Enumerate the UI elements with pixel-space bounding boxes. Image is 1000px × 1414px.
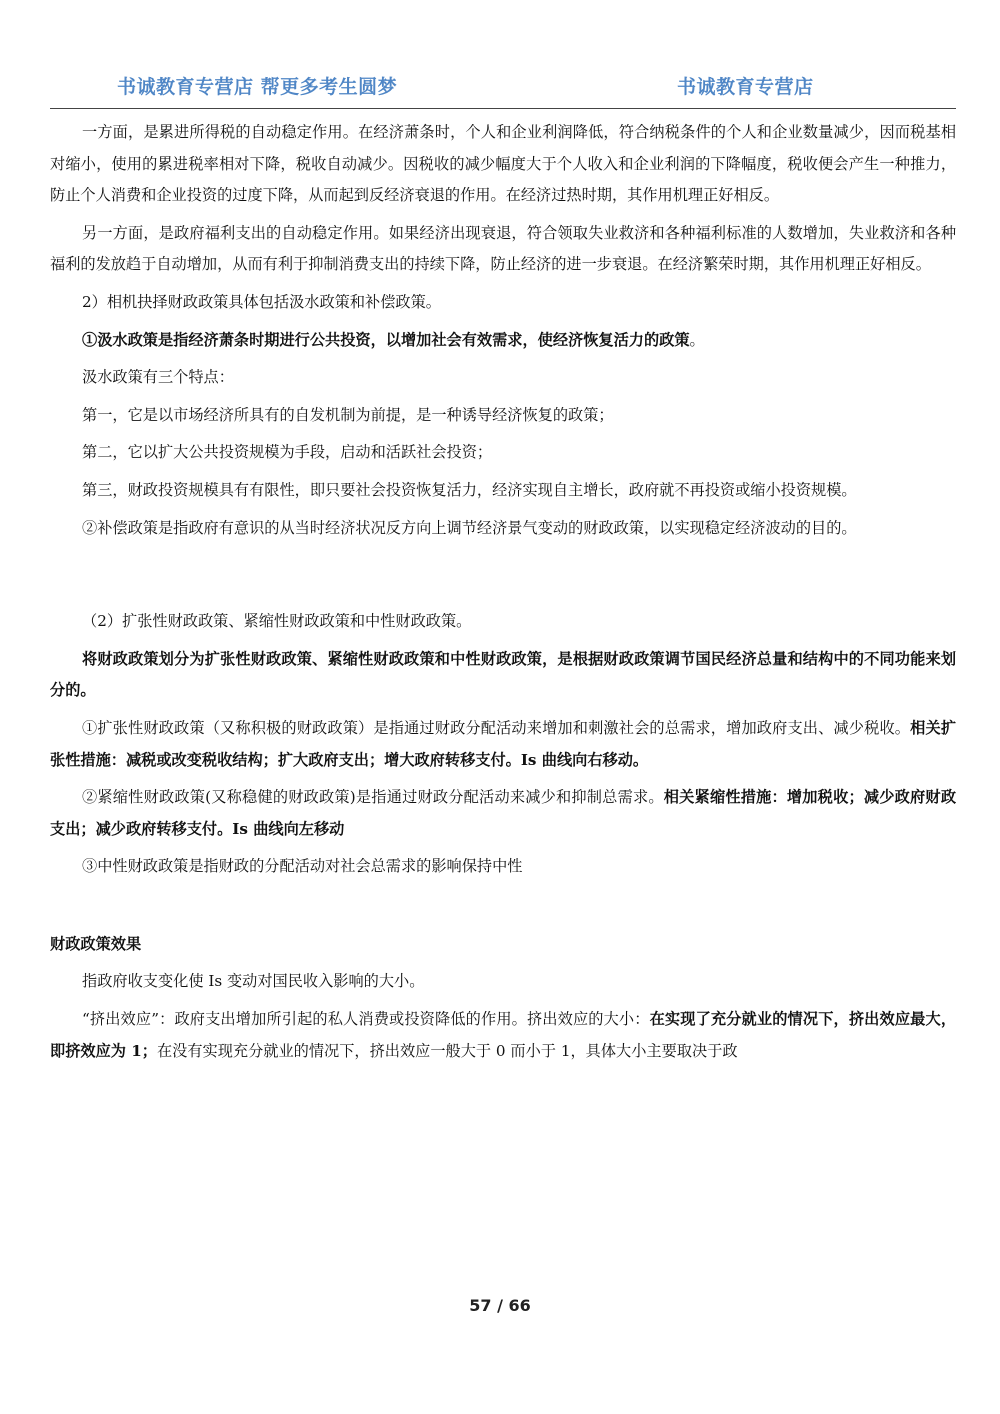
paragraph: 2）相机抉择财政政策具体包括汲水政策和补偿政策。: [82, 292, 441, 311]
page-body: [50, 117, 956, 1073]
text: ①扩张性财政政策（又称积极的财政政策）是指通过财政分配活动来增加和刺激社会的总需求，增加政府支出、减少税收。: [82, 718, 911, 737]
page-header: [50, 72, 956, 108]
spacer: [50, 550, 956, 606]
page-number: [0, 1296, 1000, 1315]
bold-text: 相关紧缩性措施：增加税收；减少政府财政支出；减少政府转移支付。Is 曲线向左移动: [50, 788, 957, 838]
paragraph: [50, 1004, 956, 1067]
header-left-text: 书诚教育专营店 帮更多考生圆梦: [117, 76, 398, 98]
text: 。: [689, 330, 705, 349]
paragraph: 汲水政策有三个特点：: [82, 368, 234, 387]
paragraph: [50, 782, 956, 845]
text: “挤出效应”：政府支出增加所引起的私人消费或投资降低的作用。挤出效应的大小：: [82, 1010, 650, 1029]
header-divider: [50, 108, 956, 109]
paragraph: 将财政政策划分为扩张性财政政策、紧缩性财政政策和中性财政政策，是根据财政政策调节国民经济总量和结构中的不同功能来划分的。: [50, 649, 956, 700]
total-pages: 66: [508, 1296, 531, 1315]
paragraph: 第三，财政投资规模具有有限性，即只要社会投资恢复活力，经济实现自主增长，政府就不再投资或缩小投资规模。: [82, 480, 857, 499]
paragraph: [50, 713, 956, 776]
text: ②紧缩性财政政策(又称稳健的财政政策)是指通过财政分配活动来减少和抑制总需求。: [82, 788, 664, 807]
paragraph: 第二，它以扩大公共投资规模为手段，启动和活跃社会投资；: [82, 443, 493, 462]
header-right-text: 书诚教育专营店: [677, 76, 814, 98]
text: 在没有实现充分就业的情况下，挤出效应一般大于 0 而小于 1，具体大小主要取决于政: [156, 1041, 738, 1060]
paragraph: 第一，它是以市场经济所具有的自发机制为前提，是一种诱导经济恢复的政策；: [82, 405, 614, 424]
spacer: [50, 889, 956, 929]
paragraph: 指政府收支变化使 Is 变动对国民收入影响的大小。: [82, 972, 425, 991]
section-heading: 财政政策效果: [50, 934, 142, 953]
paragraph: ③中性财政政策是指财政的分配活动对社会总需求的影响保持中性: [82, 857, 523, 876]
paragraph: [50, 325, 956, 357]
current-page: 57: [469, 1296, 492, 1315]
bold-text: 相关扩张性措施：减税或改变税收结构；扩大政府支出；增大政府转移支付。Is 曲线向右移动。: [50, 718, 956, 769]
bold-text: 在实现了充分就业的情况下，挤出效应最大，即挤效应为 1；: [50, 1010, 957, 1060]
paragraph: ②补偿政策是指政府有意识的从当时经济状况反方向上调节经济景气变动的财政政策，以实现稳定经济波动的目的。: [82, 518, 857, 537]
page-separator: /: [491, 1296, 509, 1315]
paragraph: 一方面，是累进所得税的自动稳定作用。在经济萧条时，个人和企业利润降低，符合纳税条件的个人和企业数量减少，因而税基相对缩小，使用的累进税率相对下降，税收自动减少。因税收的减少幅度大于个人收入和企业利润的下降幅度，税收便会产生一种推力，防止个人消费和企业投资的过度下降，从而起到反经济衰退的作用。在经济过热时期，其作用机理正好相反。: [50, 123, 956, 205]
bold-text: ①汲水政策是指经济萧条时期进行公共投资，以增加社会有效需求，使经济恢复活力的政策: [82, 330, 690, 349]
section-heading: （2）扩张性财政政策、紧缩性财政政策和中性财政政策。: [82, 612, 472, 631]
paragraph: 另一方面，是政府福利支出的自动稳定作用。如果经济出现衰退，符合领取失业救济和各种福利标准的人数增加，失业救济和各种福利的发放趋于自动增加，从而有利于抑制消费支出的持续下降，防止经济的进一步衰退。在经济繁荣时期，其作用机理正好相反。: [50, 223, 956, 274]
